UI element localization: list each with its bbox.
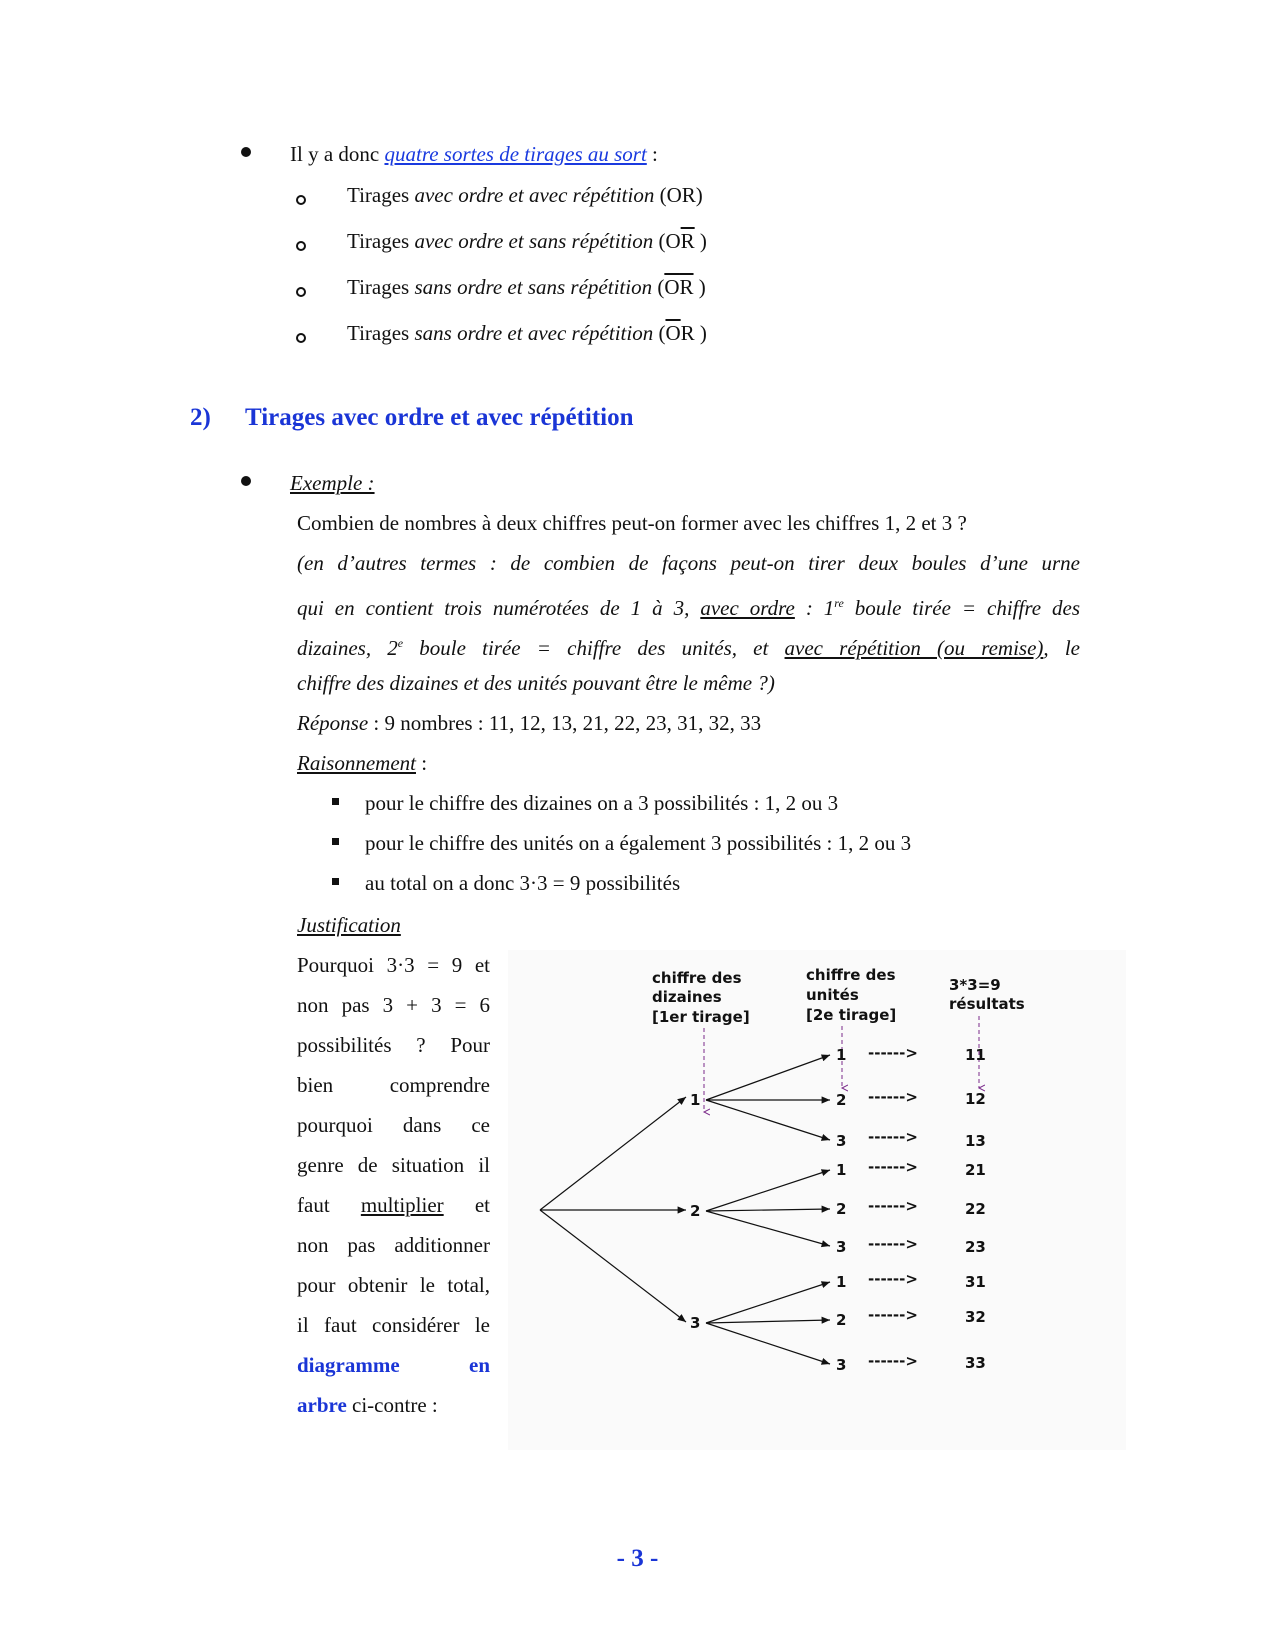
result-value: 21 bbox=[965, 1161, 986, 1179]
col3-label-line: résultats bbox=[949, 995, 1025, 1013]
second-level-node: 1 bbox=[836, 1273, 847, 1291]
circle-bullet-icon bbox=[296, 287, 306, 297]
circle-bullet-icon bbox=[296, 241, 306, 251]
tirage-item-or: Tirages avec ordre et avec répétition (OR) bbox=[347, 183, 703, 207]
page-number: - 3 - bbox=[616, 1545, 659, 1572]
second-level-node: 1 bbox=[836, 1161, 847, 1179]
result-value: 12 bbox=[965, 1090, 986, 1108]
example-question: Combien de nombres à deux chiffres peut-on former avec les chiffres 1, 2 et 3 ? bbox=[297, 511, 967, 535]
result-arrow: ------> bbox=[868, 1044, 918, 1062]
col2-label-line: chiffre des bbox=[806, 966, 896, 984]
second-level-node: 2 bbox=[836, 1311, 847, 1329]
col2-label-line: unités bbox=[806, 986, 859, 1004]
example-note-line-4: chiffre des dizaines et des unités pouvant être le même ?) bbox=[297, 671, 775, 695]
col1-label-line: dizaines bbox=[652, 988, 722, 1006]
justification-line: il faut considérer le bbox=[297, 1313, 490, 1337]
branch-1-3 bbox=[706, 1100, 830, 1140]
result-arrow: ------> bbox=[868, 1270, 918, 1288]
first-level-node: 3 bbox=[690, 1314, 701, 1332]
col2-label-line: [2e tirage] bbox=[806, 1006, 897, 1024]
intro-line bbox=[290, 142, 658, 167]
circle-bullet-icon bbox=[296, 333, 306, 343]
branch-2-2 bbox=[706, 1209, 830, 1211]
branch-root-1 bbox=[540, 1097, 686, 1210]
branch-1-1 bbox=[706, 1055, 830, 1100]
second-level-node: 2 bbox=[836, 1091, 847, 1109]
result-value: 33 bbox=[965, 1354, 986, 1372]
reasoning-item: pour le chiffre des unités on a également 3 possibilités : 1, 2 ou 3 bbox=[365, 831, 912, 855]
square-bullet-icon bbox=[332, 878, 339, 885]
justification-line: possibilités ? Pour bbox=[297, 1033, 490, 1057]
result-value: 23 bbox=[965, 1238, 986, 1256]
example-answer: Réponse : 9 nombres : 11, 12, 13, 21, 22, 23, 31, 32, 33 bbox=[297, 711, 762, 735]
example-label: Exemple : bbox=[290, 471, 375, 495]
branch-2-1 bbox=[706, 1170, 830, 1211]
reasoning-item: au total on a donc 3·3 = 9 possibilités bbox=[365, 871, 681, 895]
example-note-line-1: (en d’autres termes : de combien de façons peut-on tirer deux boules d’une urne bbox=[297, 551, 1080, 575]
justification-line: diagramme en bbox=[297, 1353, 490, 1377]
tree-diagram-svg bbox=[508, 950, 1126, 1450]
first-level-node: 2 bbox=[690, 1202, 701, 1220]
branch-3-1 bbox=[706, 1282, 830, 1323]
second-level-node: 1 bbox=[836, 1046, 847, 1064]
example-note-line-2: qui en contient trois numérotées de 1 à 3, avec ordre : 1re boule tirée = chiffre des bbox=[297, 596, 1081, 620]
result-arrow: ------> bbox=[868, 1352, 918, 1370]
col3-label-line: 3*3=9 bbox=[949, 976, 1001, 994]
tirage-item-or-bar-r: Tirages avec ordre et sans répétition ($O\overline{R}$ ) bbox=[347, 229, 707, 253]
justification-label: Justification bbox=[297, 913, 401, 937]
branch-3-3 bbox=[706, 1323, 830, 1364]
bullet-dot-icon bbox=[241, 476, 251, 486]
justification-line: faut multiplier et bbox=[297, 1193, 491, 1217]
section-number: 2) bbox=[190, 404, 211, 431]
tree-diagram bbox=[508, 950, 1126, 1450]
intro-prefix: Il y a donc bbox=[290, 142, 385, 166]
justification-line: genre de situation il bbox=[297, 1153, 490, 1177]
bullet-dot-icon bbox=[241, 147, 251, 157]
result-value: 11 bbox=[965, 1046, 986, 1064]
square-bullet-icon bbox=[332, 838, 339, 845]
justification-line: Pourquoi 3·3 = 9 et bbox=[297, 953, 491, 977]
result-value: 32 bbox=[965, 1308, 986, 1326]
col1-label-line: chiffre des bbox=[652, 969, 742, 987]
example-note-line-3: dizaines, 2e boule tirée = chiffre des unités, et avec répétition (ou remise), le bbox=[297, 636, 1080, 660]
result-value: 13 bbox=[965, 1132, 986, 1150]
example-reasoning-label: Raisonnement : bbox=[297, 751, 428, 775]
second-level-node: 3 bbox=[836, 1132, 847, 1150]
tirage-item-bar-o: Tirages sans ordre et avec répétition ($\overline{O}R$ ) bbox=[347, 321, 707, 345]
reasoning-item: pour le chiffre des dizaines on a 3 possibilités : 1, 2 ou 3 bbox=[365, 791, 839, 815]
result-arrow: ------> bbox=[868, 1197, 918, 1215]
result-value: 31 bbox=[965, 1273, 986, 1291]
justification-line: non pas 3 + 3 = 6 bbox=[297, 993, 491, 1017]
justification-line: pour obtenir le total, bbox=[297, 1273, 490, 1297]
result-arrow: ------> bbox=[868, 1158, 918, 1176]
branch-2-3 bbox=[706, 1211, 830, 1246]
result-arrow: ------> bbox=[868, 1306, 918, 1324]
first-level-node: 1 bbox=[690, 1091, 701, 1109]
result-arrow: ------> bbox=[868, 1088, 918, 1106]
second-level-node: 3 bbox=[836, 1356, 847, 1374]
intro-suffix: : bbox=[646, 142, 658, 166]
justification-line: pourquoi dans ce bbox=[297, 1113, 491, 1137]
result-arrow: ------> bbox=[868, 1128, 918, 1146]
result-value: 22 bbox=[965, 1200, 986, 1218]
branch-root-3 bbox=[540, 1210, 686, 1322]
justification-line: non pas additionner bbox=[297, 1233, 490, 1257]
branch-3-2 bbox=[706, 1320, 830, 1323]
square-bullet-icon bbox=[332, 798, 339, 805]
justification-line: bien comprendre bbox=[297, 1073, 490, 1097]
second-level-node: 3 bbox=[836, 1238, 847, 1256]
result-arrow: ------> bbox=[868, 1235, 918, 1253]
justification-line: arbre ci-contre : bbox=[297, 1393, 438, 1417]
second-level-node: 2 bbox=[836, 1200, 847, 1218]
col1-label-line: [1er tirage] bbox=[652, 1008, 750, 1026]
tirage-item-or-bar-both: Tirages sans ordre et sans répétition ($\overline{O}\overline{R}$ ) bbox=[347, 275, 706, 299]
section-title: Tirages avec ordre et avec répétition bbox=[245, 404, 634, 431]
intro-link[interactable]: quatre sortes de tirages au sort bbox=[384, 142, 647, 166]
circle-bullet-icon bbox=[296, 195, 306, 205]
